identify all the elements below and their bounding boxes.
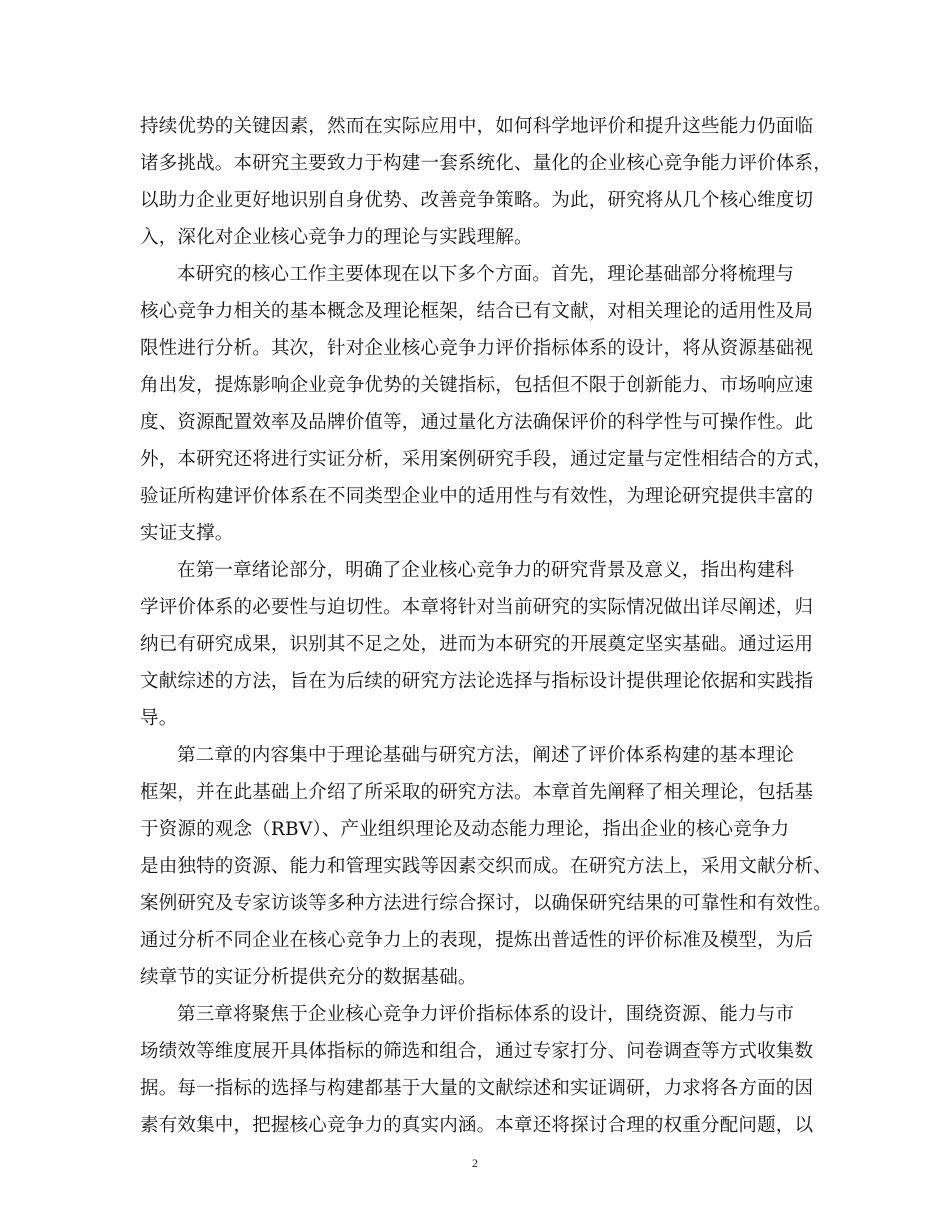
text-line: 以助力企业更好地识别自身优势、改善竞争策略。为此，研究将从几个核心维度切 (140, 190, 814, 211)
text-line: 核心竞争力相关的基本概念及理论框架，结合已有文献，对相关理论的适用性及局 (140, 301, 814, 322)
text-line: 纳已有研究成果，识别其不足之处，进而为本研究的开展奠定坚实基础。通过运用 (140, 634, 814, 655)
text-line: 验证所构建评价体系在不同类型企业中的适用性与有效性，为理论研究提供丰富的 (140, 486, 814, 507)
paragraph-first-line: 第三章将聚焦于企业核心竞争力评价指标体系的设计，围绕资源、能力与市 (177, 1004, 795, 1025)
text-line: 入，深化对企业核心竞争力的理论与实践理解。 (140, 227, 533, 248)
text-line: 学评价体系的必要性与迫切性。本章将针对当前研究的实际情况做出详尽阐述，归 (140, 597, 814, 618)
text-line: 素有效集中，把握核心竞争力的真实内涵。本章还将探讨合理的权重分配问题，以 (140, 1115, 814, 1136)
text-line: 角出发，提炼影响企业竞争优势的关键指标，包括但不限于创新能力、市场响应速 (140, 375, 814, 396)
text-line: 诸多挑战。本研究主要致力于构建一套系统化、量化的企业核心竞争能力评价体系， (140, 153, 832, 174)
text-line: 文献综述的方法，旨在为后续的研究方法论选择与指标设计提供理论依据和实践指 (140, 671, 814, 692)
text-line: 框架，并在此基础上介绍了所采取的研究方法。本章首先阐释了相关理论，包括基 (140, 782, 814, 803)
paragraph-first-line: 在第一章绪论部分，明确了企业核心竞争力的研究背景及意义，指出构建科 (177, 560, 795, 581)
text-line: 据。每一指标的选择与构建都基于大量的文献综述和实证调研，力求将各方面的因 (140, 1078, 814, 1099)
text-line: 案例研究及专家访谈等多种方法进行综合探讨，以确保研究结果的可靠性和有效性。 (140, 893, 832, 914)
text-line: 外，本研究还将进行实证分析，采用案例研究手段，通过定量与定性相结合的方式， (140, 449, 832, 470)
text-line: 续章节的实证分析提供充分的数据基础。 (140, 967, 477, 988)
text-line: 实证支撑。 (140, 523, 234, 544)
text-line: 度、资源配置效率及品牌价值等，通过量化方法确保评价的科学性与可操作性。此 (140, 412, 814, 433)
text-line: 场绩效等维度展开具体指标的筛选和组合，通过专家打分、问卷调查等方式收集数 (140, 1041, 814, 1062)
body-text (140, 108, 830, 1144)
text-line: 持续优势的关键因素，然而在实际应用中，如何科学地评价和提升这些能力仍面临 (140, 116, 814, 137)
text-line: 是由独特的资源、能力和管理实践等因素交织而成。在研究方法上，采用文献分析、 (140, 856, 832, 877)
text-line: 于资源的观念（RBV）、产业组织理论及动态能力理论，指出企业的核心竞争力 (140, 819, 790, 840)
page-number: 2 (472, 1156, 478, 1170)
text-line: 导。 (140, 708, 178, 729)
paragraph-first-line: 本研究的核心工作主要体现在以下多个方面。首先，理论基础部分将梳理与 (177, 264, 795, 285)
text-line: 通过分析不同企业在核心竞争力上的表现，提炼出普适性的评价标准及模型，为后 (140, 930, 814, 951)
text-line: 限性进行分析。其次，针对企业核心竞争力评价指标体系的设计，将从资源基础视 (140, 338, 814, 359)
paragraph-first-line: 第二章的内容集中于理论基础与研究方法，阐述了评价体系构建的基本理论 (177, 745, 795, 766)
